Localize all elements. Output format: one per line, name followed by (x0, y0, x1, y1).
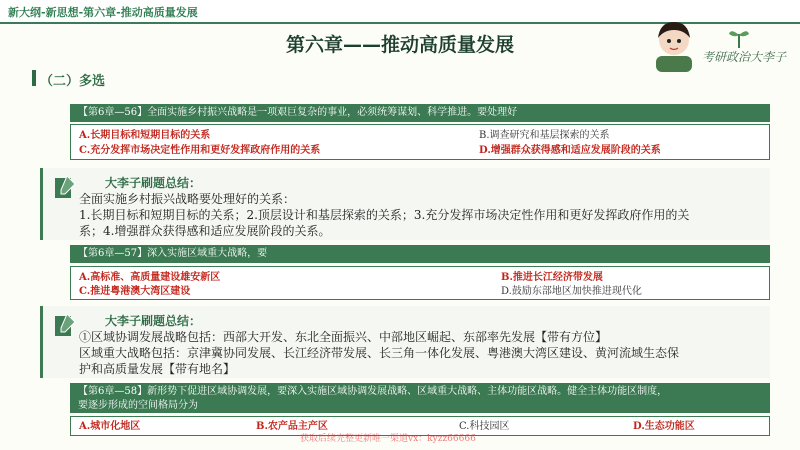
question-57-stem: 【第6章—57】深入实施区域重大战略，要 (70, 245, 770, 263)
pen-icon (53, 174, 77, 200)
option-b[interactable]: B.推进长江经济带发展 (501, 272, 603, 283)
question-57-options (70, 266, 770, 300)
page-title: 第六章——推动高质量发展 (285, 34, 514, 56)
summary-1 (40, 168, 770, 240)
question-58-stem-line-2: 要逐步形成的空间格局分为 (78, 400, 198, 411)
summary-line: 区域重大战略包括：京津冀协同发展、长江经济带发展、长三角一体化发展、粤港澳大湾区建设、黄河流域生态保 (79, 346, 680, 360)
summary-line: 护和高质量发展【带有地名】 (79, 362, 236, 376)
option-c[interactable]: C.科技园区 (459, 421, 510, 432)
summary-line: ①区域协调发展战略包括：西部大开发、东北全面振兴、中部地区崛起、东部率先发展【带有方位】 (79, 330, 608, 344)
question-56-stem: 【第6章—56】全面实施乡村振兴战略是一项艰巨复杂的事业，必须统筹谋划、科学推进。要处理好 (70, 104, 770, 122)
option-c[interactable]: C.推进粤港澳大湾区建设 (79, 286, 191, 297)
option-d[interactable]: D.生态功能区 (633, 421, 695, 432)
option-a[interactable]: A.长期目标和短期目标的关系 (79, 130, 211, 141)
summary-title: 大李子刷题总结： (105, 176, 202, 190)
summary-line: 1.长期目标和短期目标的关系；2.顶层设计和基层探索的关系；3.充分发挥市场决定性作用和更好发挥政府作用的关 (79, 208, 690, 222)
question-56-options (70, 124, 770, 160)
summary-title: 大李子刷题总结： (105, 314, 202, 328)
option-b[interactable]: B.调查研究和基层探索的关系 (479, 130, 610, 141)
option-c[interactable]: C.充分发挥市场决定性作用和更好发挥政府作用的关系 (79, 145, 321, 156)
option-a[interactable]: A.城市化地区 (79, 421, 141, 432)
question-58-stem-line-1: 【第6章—58】新形势下促进区域协调发展，要深入实施区域协调发展战略、区域重大战略、主体功能区战略。健全主体功能区制度， (78, 386, 668, 397)
option-a[interactable]: A.高标准、高质量建设雄安新区 (79, 272, 221, 283)
watermark: 获取后续完整更新唯一渠道vx：kyzz66666 (300, 434, 476, 444)
question-58-stem (70, 383, 770, 413)
section-marker (32, 70, 36, 86)
option-d[interactable]: D.增强群众获得感和适应发展阶段的关系 (479, 145, 661, 156)
brand-name: 考研政治大李子 (702, 50, 787, 64)
avatar (648, 16, 700, 72)
pen-icon (53, 312, 77, 338)
summary-2 (40, 306, 770, 378)
summary-line: 系；4.增强群众获得感和适应发展阶段的关系。 (79, 224, 331, 238)
breadcrumb: 新大纲-新思想-第六章-推动高质量发展 (8, 6, 198, 19)
summary-line: 全面实施乡村振兴战略要处理好的关系： (79, 192, 296, 206)
section-label: （二）多选 (40, 74, 106, 89)
option-b[interactable]: B.农产品主产区 (256, 421, 328, 432)
option-d[interactable]: D.鼓励东部地区加快推进现代化 (501, 286, 642, 297)
sprout-icon (727, 26, 751, 48)
